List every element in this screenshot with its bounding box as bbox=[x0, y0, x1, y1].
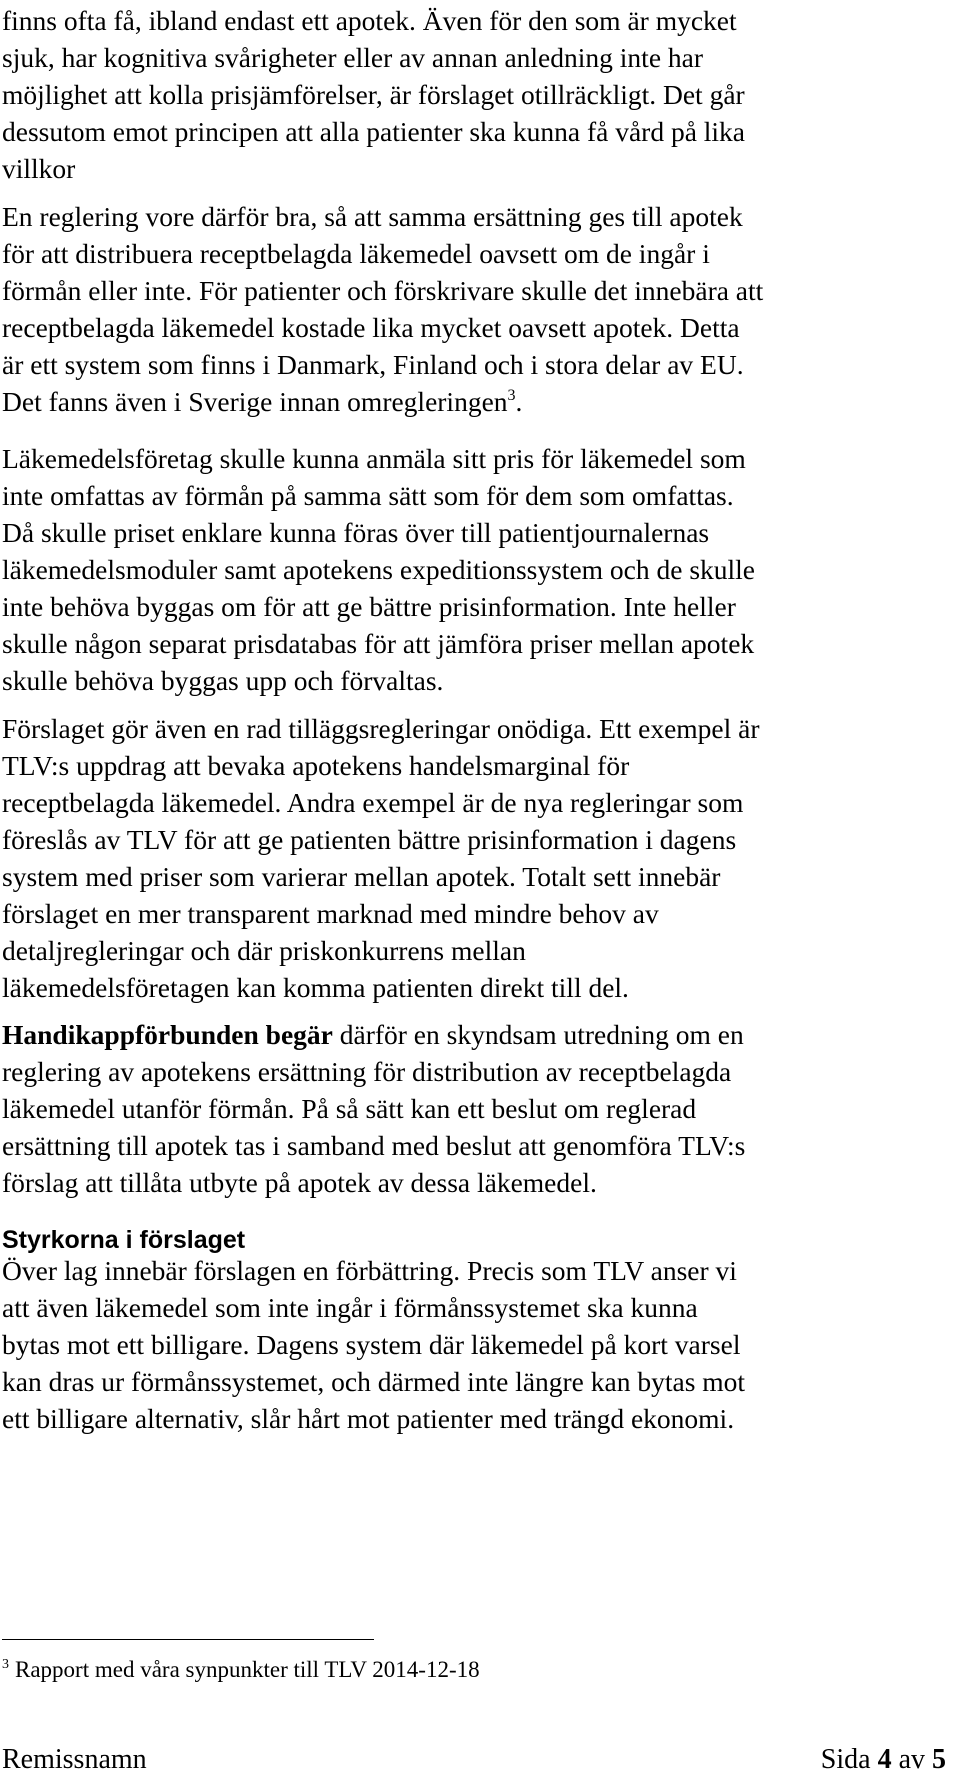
paragraph-line: TLV:s uppdrag att bevaka apotekens handelsmarginal för bbox=[2, 750, 630, 781]
paragraph-line: receptbelagda läkemedel kostade lika mycket oavsett apotek. Detta bbox=[2, 312, 740, 343]
paragraph-line: detaljregleringar och där priskonkurrens mellan bbox=[2, 935, 526, 966]
paragraph-line: villkor bbox=[2, 153, 76, 184]
footnote-separator bbox=[2, 1639, 374, 1640]
paragraph-text: därför en skyndsam utredning om en bbox=[332, 1019, 744, 1050]
paragraph-line: ett billigare alternativ, slår hårt mot patienter med trängd ekonomi. bbox=[2, 1403, 735, 1434]
paragraph-line: läkemedelsföretagen kan komma patienten direkt till del. bbox=[2, 972, 629, 1003]
paragraph-line: förslaget en mer transparent marknad med mindre behov av bbox=[2, 898, 659, 929]
paragraph-6 bbox=[2, 1252, 942, 1437]
paragraph-line: dessutom emot principen att alla patienter ska kunna få vård på lika bbox=[2, 116, 746, 147]
paragraph-line: sjuk, har kognitiva svårigheter eller av annan anledning inte har bbox=[2, 42, 704, 73]
section-heading: Styrkorna i förslaget bbox=[2, 1226, 246, 1254]
paragraph-line: Förslaget gör även en rad tilläggsregleringar onödiga. Ett exempel är bbox=[2, 713, 760, 744]
paragraph-line: är ett system som finns i Danmark, Finland och i stora delar av EU. bbox=[2, 349, 744, 380]
paragraph-line: Då skulle priset enklare kunna föras över till patientjournalernas bbox=[2, 517, 710, 548]
paragraph-line: inte omfattas av förmån på samma sätt som för dem som omfattas. bbox=[2, 480, 734, 511]
paragraph-line: inte behöva byggas om för att ge bättre prisinformation. Inte heller bbox=[2, 591, 736, 622]
paragraph-2 bbox=[2, 198, 942, 420]
paragraph-text: . bbox=[515, 386, 523, 417]
paragraph-line: receptbelagda läkemedel. Andra exempel är de nya regleringar som bbox=[2, 787, 744, 818]
page-separator: av bbox=[891, 1744, 932, 1775]
paragraph-line: kan dras ur förmånssystemet, och därmed inte längre kan bytas mot bbox=[2, 1366, 746, 1397]
paragraph-line: förslag att tillåta utbyte på apotek av dessa läkemedel. bbox=[2, 1167, 597, 1198]
paragraph-line bbox=[2, 383, 942, 420]
footnote-text: Rapport med våra synpunkter till TLV 2014-12-18 bbox=[15, 1657, 480, 1682]
paragraph-line: En reglering vore därför bra, så att samma ersättning ges till apotek bbox=[2, 201, 743, 232]
page-number bbox=[821, 1742, 946, 1778]
paragraph-line: system med priser som varierar mellan apotek. Totalt sett innebär bbox=[2, 861, 721, 892]
paragraph-line: möjlighet att kolla prisjämförelser, är förslaget otillräckligt. Det går bbox=[2, 79, 745, 110]
paragraph-line: skulle någon separat prisdatabas för att jämföra priser mellan apotek bbox=[2, 628, 755, 659]
emphasis-text: Handikappförbunden begär bbox=[2, 1019, 333, 1050]
total-pages: 5 bbox=[932, 1744, 946, 1775]
paragraph-line: skulle behöva byggas upp och förvaltas. bbox=[2, 665, 444, 696]
footnote-number: 3 bbox=[2, 1657, 9, 1672]
paragraph-5 bbox=[2, 1016, 942, 1201]
paragraph-3 bbox=[2, 440, 942, 699]
footnote-reference[interactable]: 3 bbox=[507, 387, 516, 404]
paragraph-4 bbox=[2, 710, 942, 1006]
paragraph-line: föreslås av TLV för att ge patienten bättre prisinformation i dagens bbox=[2, 824, 737, 855]
paragraph-line: ersättning till apotek tas i samband med beslut att genomföra TLV:s bbox=[2, 1130, 746, 1161]
document-name: Remissnamn bbox=[2, 1744, 147, 1775]
current-page: 4 bbox=[877, 1744, 892, 1775]
paragraph-line: bytas mot ett billigare. Dagens system där läkemedel på kort varsel bbox=[2, 1329, 741, 1360]
paragraph-line: för att distribuera receptbelagda läkemedel oavsett om de ingår i bbox=[2, 238, 710, 269]
footnote bbox=[2, 1656, 480, 1684]
paragraph-line: Läkemedelsföretag skulle kunna anmäla sitt pris för läkemedel som bbox=[2, 443, 746, 474]
page-label: Sida bbox=[820, 1744, 878, 1775]
paragraph-line: Över lag innebär förslagen en förbättring. Precis som TLV anser vi bbox=[2, 1255, 737, 1286]
paragraph-line: läkemedelsmoduler samt apotekens expeditionssystem och de skulle bbox=[2, 554, 756, 585]
paragraph-line bbox=[2, 1016, 942, 1053]
paragraph-line: reglering av apotekens ersättning för distribution av receptbelagda bbox=[2, 1056, 732, 1087]
paragraph-1 bbox=[2, 2, 942, 187]
paragraph-text: Det fanns även i Sverige innan omregleringen bbox=[2, 386, 508, 417]
paragraph-line: att även läkemedel som inte ingår i förmånssystemet ska kunna bbox=[2, 1292, 698, 1323]
paragraph-line: förmån eller inte. För patienter och förskrivare skulle det innebära att bbox=[2, 275, 764, 306]
paragraph-line: läkemedel utanför förmån. På så sätt kan ett beslut om reglerad bbox=[2, 1093, 697, 1124]
paragraph-line: finns ofta få, ibland endast ett apotek. Även för den som är mycket bbox=[2, 5, 737, 36]
